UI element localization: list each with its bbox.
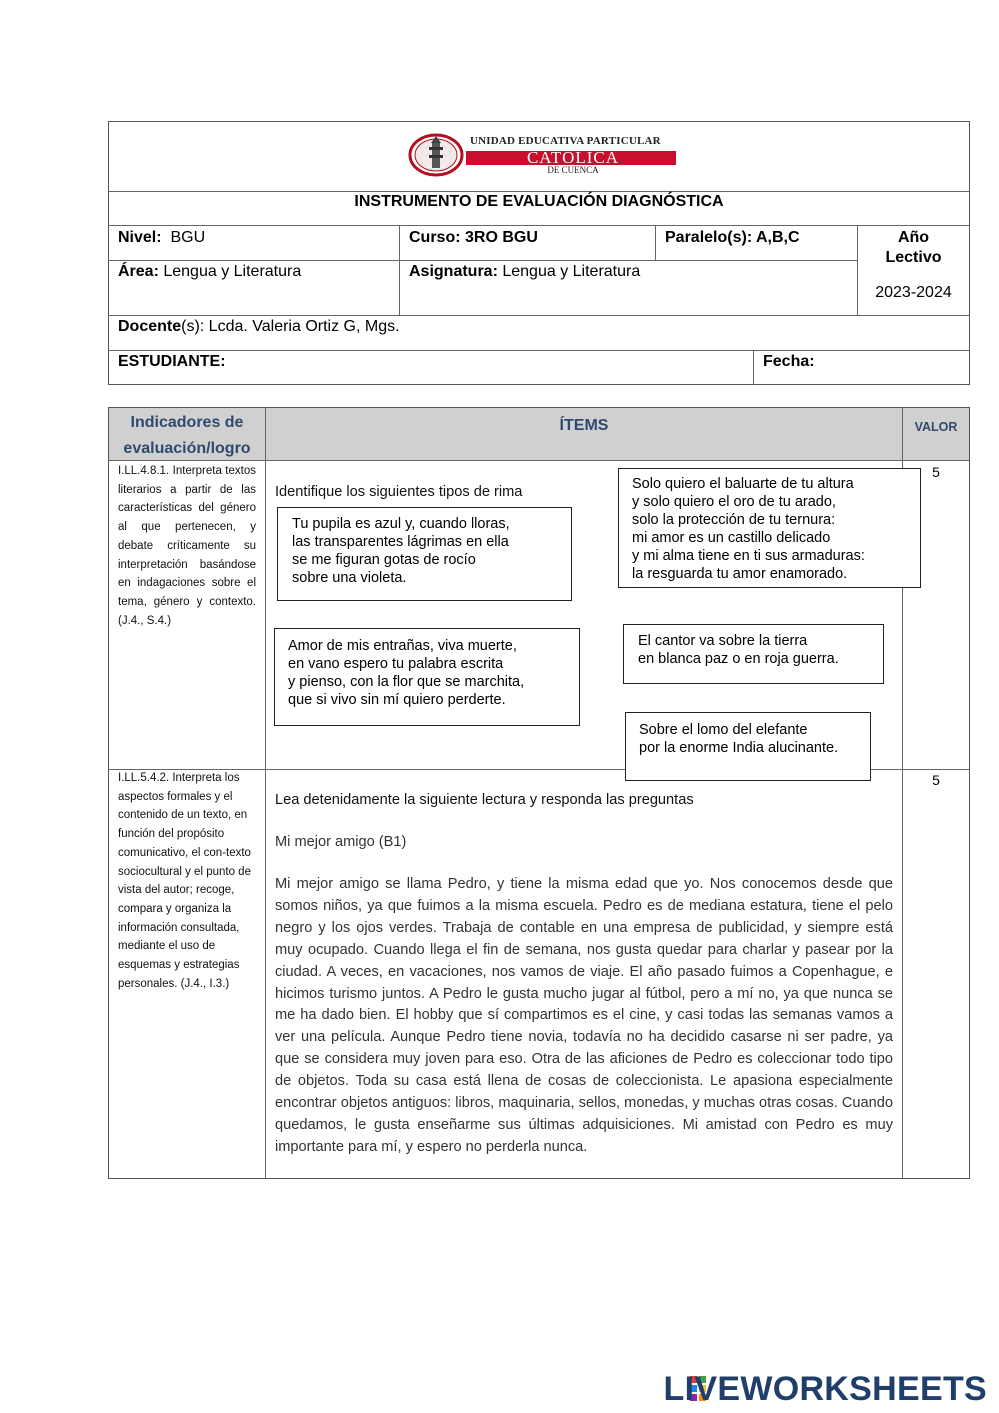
poem-box: Sobre el lomo del elefante por la enorme India alucinante. bbox=[625, 712, 871, 781]
poem-box: El cantor va sobre la tierra en blanca paz o en roja guerra. bbox=[623, 624, 884, 684]
divider bbox=[109, 315, 969, 316]
school-name-line2: CATÓLICA bbox=[526, 148, 620, 167]
anio-label-1: Año bbox=[897, 229, 930, 246]
anio-label-2: Lectivo bbox=[885, 249, 942, 266]
items-column-header: ÍTEMS bbox=[559, 417, 609, 434]
reading-text: Mi mejor amigo se llama Pedro, y tiene la misma edad que yo. Nos conocemos desde que somos niños, ya que fuimos a la misma escuela. Pedro es de mediana estatura, tiene el pelo negro y los ojos verdes. Trabaja de contable en una empresa de publicidad, y siempre está muy ocupado. Cuando llega el fin de semana, nos gusta quedar para charlar y pasear por la ciudad. A veces, en vacaciones, nos vamos de viaje. El año pasado fuimos a Copenhague, e hicimos turismo juntos. A Pedro le gusta mucho jugar al fútbol, pero a mí no, ya que nunca se me ha dado bien. El hobby que sí compartimos es el cine, y casi todas las semanas vamos a ver una película. Aunque Pedro tiene novia, todavía no ha decidido casarse ni ser padre, ya que se considera muy joven para eso. Otra de las aficiones de Pedro es coleccionar todo tipo de objetos. Toda su casa está llena de cosas de coleccionista. Le apasiona especialmente encontrar objetos antiguos: libros, maquinaria, sellos, monedas, y muchas otras cosas. Cuando quedamos, le gusta enseñarme sus últimas adquisiciones. Mi amistad con Pedro es muy importante para mí, y espero no perderla nunca. bbox=[275, 876, 893, 1155]
paralelo-field: Paralelo(s): A,B,C bbox=[665, 229, 800, 246]
poem-box: Solo quiero el baluarte de tu altura y solo quiero el oro de tu arado, solo la protección de tu ternura: mi amor es un castillo delicado y mi alma tiene en ti sus armaduras: la resguarda tu amor enamorado. bbox=[618, 468, 921, 588]
school-name-line1: UNIDAD EDUCATIVA PARTICULAR bbox=[470, 135, 661, 147]
document-title: INSTRUMENTO DE EVALUACIÓN DIAGNÓSTICA bbox=[354, 193, 724, 210]
indicator-text: I.LL.5.4.2. Interpreta los aspectos formales y el contenido de un texto, en función del propósito comunicativo, el con-texto sociocultural y el punto de vista del autor; recoge, compara y organiza la información consultada, mediante el uso de esquemas y estrategias personales. (J.4., I.3.) bbox=[118, 772, 251, 990]
divider bbox=[109, 350, 969, 351]
row1-value: 5 bbox=[932, 464, 940, 480]
indicators-column-header: Indicadores de evaluación/logro bbox=[123, 414, 251, 457]
asignatura-field: Asignatura: Lengua y Literatura bbox=[409, 263, 641, 280]
divider bbox=[109, 260, 857, 261]
fecha-label: Fecha: bbox=[763, 353, 815, 370]
nivel-field: Nivel: BGU bbox=[118, 229, 206, 246]
footer-brand: LIVEWORKSHEETS bbox=[663, 1370, 987, 1408]
divider bbox=[109, 225, 969, 226]
poem-box: Amor de mis entrañas, viva muerte, en vano espero tu palabra escrita y pienso, con la flor que se marchita, que si vivo sin mí quiero perderte. bbox=[274, 628, 580, 726]
row2-value: 5 bbox=[932, 772, 940, 788]
divider bbox=[265, 408, 266, 1178]
row2-instruction: Lea detenidamente la siguiente lectura y responda las preguntas bbox=[275, 792, 694, 808]
indicator-text: I.LL.4.8.1. Interpreta textos literarios a partir de las características del género al que pertenecen, y debate críticamente su interpretación basándose en indagaciones sobre el tema, género y contexto. (J.4., S.4.) bbox=[118, 465, 256, 627]
curso-field: Curso: 3RO BGU bbox=[409, 229, 538, 246]
estudiante-label: ESTUDIANTE: bbox=[118, 353, 226, 370]
divider bbox=[399, 225, 400, 315]
poem-box: Tu pupila es azul y, cuando lloras, las transparentes lágrimas en ella se me figuran gotas de rocío sobre una violeta. bbox=[277, 507, 572, 601]
row1-instruction: Identifique los siguientes tipos de rima bbox=[275, 484, 523, 500]
area-field: Área: Lengua y Literatura bbox=[118, 263, 302, 280]
value-column-header: VALOR bbox=[914, 420, 958, 434]
divider bbox=[753, 350, 754, 385]
anio-value: 2023-2024 bbox=[875, 284, 952, 301]
reading-title: Mi mejor amigo (B1) bbox=[275, 834, 407, 850]
school-name-line3: DE CUENCA bbox=[547, 165, 599, 175]
school-logo bbox=[408, 133, 678, 177]
divider bbox=[655, 225, 656, 260]
docente-field: Docente(s): Lcda. Valeria Ortiz G, Mgs. bbox=[118, 318, 400, 335]
divider bbox=[109, 191, 969, 192]
